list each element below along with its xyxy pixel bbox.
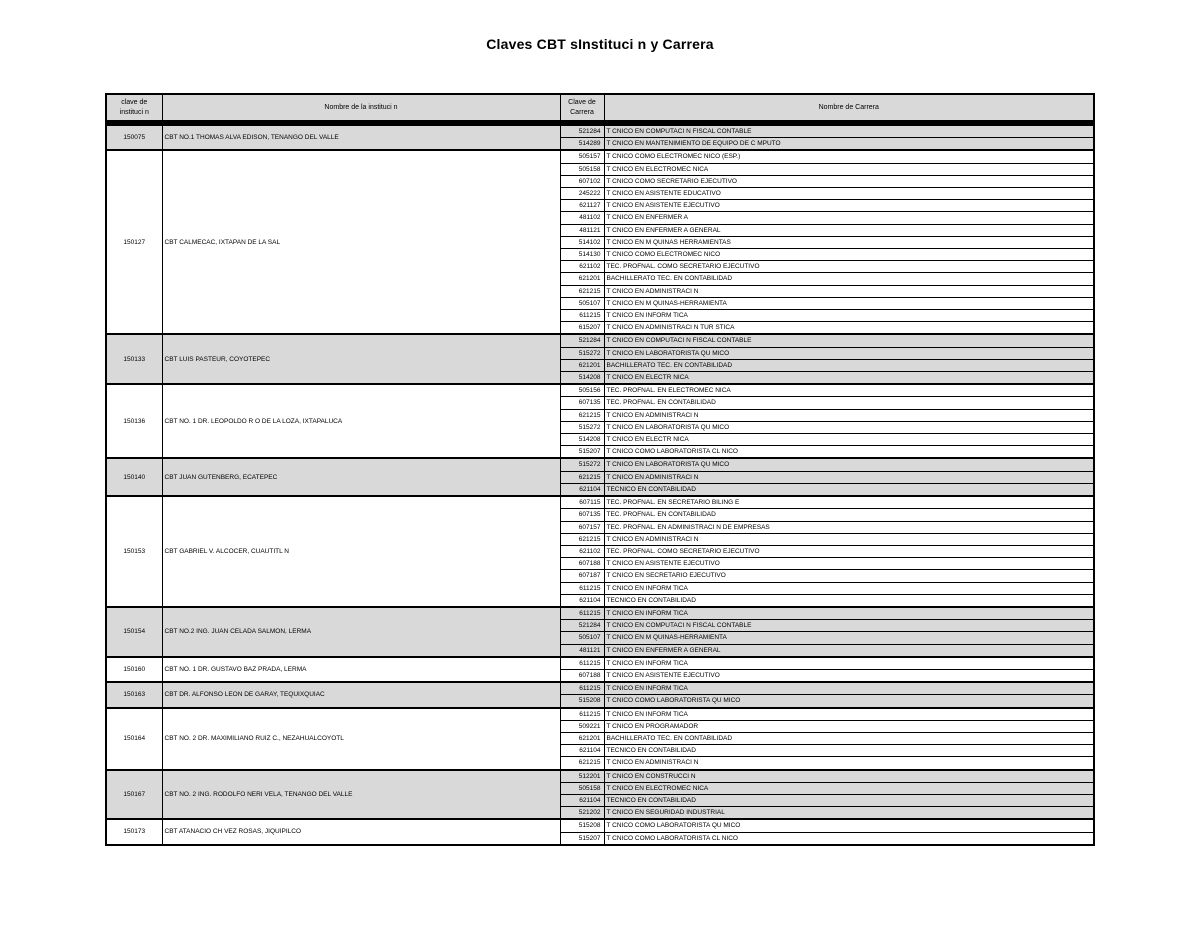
institution-name: CBT ATANACIO CH VEZ ROSAS, JIQUIPILCO	[162, 819, 560, 844]
career-code: 521284	[560, 334, 604, 347]
career-code: 521284	[560, 123, 604, 138]
career-name: T CNICO EN INFORM TICA	[604, 682, 1094, 695]
institution-name: CBT NO. 1 DR. LEOPOLDO R O DE LA LOZA, IXTAPALUCA	[162, 384, 560, 458]
career-name: BACHILLERATO TEC. EN CONTABILIDAD	[604, 732, 1094, 744]
institution-code: 150154	[106, 607, 162, 657]
career-code: 505158	[560, 782, 604, 794]
career-name: T CNICO EN ASISTENTE EJECUTIVO	[604, 558, 1094, 570]
career-name: T CNICO EN PROGRAMADOR	[604, 720, 1094, 732]
career-name: T CNICO EN ASISTENTE EDUCATIVO	[604, 188, 1094, 200]
institution-code: 150075	[106, 123, 162, 150]
career-name: TECNICO EN CONTABILIDAD	[604, 483, 1094, 496]
career-code: 514289	[560, 138, 604, 151]
career-name: TEC. PROFNAL. COMO SECRETARIO EJECUTIVO	[604, 261, 1094, 273]
career-name: T CNICO EN CONSTRUCCI N	[604, 770, 1094, 783]
career-name: T CNICO COMO LABORATORISTA CL NICO	[604, 832, 1094, 845]
career-code: 509221	[560, 720, 604, 732]
career-code: 621201	[560, 273, 604, 285]
career-code: 521202	[560, 807, 604, 820]
career-code: 607188	[560, 558, 604, 570]
table-row	[106, 770, 1094, 783]
career-name: T CNICO EN ELECTR NICA	[604, 434, 1094, 446]
career-name: T CNICO EN ADMINISTRACI N	[604, 757, 1094, 770]
career-name: TEC. PROFNAL. EN ADMINISTRACI N DE EMPRESAS	[604, 521, 1094, 533]
table-row	[106, 334, 1094, 347]
career-code: 621102	[560, 545, 604, 557]
career-name: T CNICO EN INFORM TICA	[604, 310, 1094, 322]
career-name: TEC. PROFNAL. EN CONTABILIDAD	[604, 509, 1094, 521]
institution-group	[106, 334, 1094, 384]
institution-group	[106, 384, 1094, 458]
institution-group	[106, 682, 1094, 707]
career-name: T CNICO EN SECRETARIO EJECUTIVO	[604, 570, 1094, 582]
career-name: TECNICO EN CONTABILIDAD	[604, 745, 1094, 757]
career-code: 621215	[560, 409, 604, 421]
career-name: T CNICO EN ADMINISTRACI N TUR STICA	[604, 322, 1094, 335]
career-code: 621201	[560, 359, 604, 371]
table-row	[106, 496, 1094, 509]
career-name: T CNICO EN MANTENIMIENTO DE EQUIPO DE C MPUTO	[604, 138, 1094, 151]
career-code: 515272	[560, 421, 604, 433]
cbt-table	[105, 93, 1095, 846]
career-code: 621104	[560, 483, 604, 496]
career-name: T CNICO COMO LABORATORISTA CL NICO	[604, 446, 1094, 459]
institution-code: 150127	[106, 150, 162, 334]
institution-group	[106, 150, 1094, 334]
career-name: T CNICO EN ENFERMER A GENERAL	[604, 644, 1094, 657]
header-clave-institucion: clave de instituci n	[106, 94, 162, 123]
career-code: 607188	[560, 669, 604, 682]
career-code: 611215	[560, 582, 604, 594]
career-name: T CNICO EN ENFERMER A GENERAL	[604, 224, 1094, 236]
career-name: T CNICO EN ELECTR NICA	[604, 372, 1094, 385]
career-code: 611215	[560, 607, 604, 620]
career-code: 481121	[560, 644, 604, 657]
career-code: 481102	[560, 212, 604, 224]
career-name: T CNICO EN INFORM TICA	[604, 708, 1094, 721]
career-name: T CNICO COMO SECRETARIO EJECUTIVO	[604, 175, 1094, 187]
institution-code: 150167	[106, 770, 162, 820]
career-name: TECNICO EN CONTABILIDAD	[604, 794, 1094, 806]
career-code: 621215	[560, 533, 604, 545]
career-name: T CNICO COMO LABORATORISTA QU MICO	[604, 819, 1094, 832]
career-code: 611215	[560, 682, 604, 695]
institution-name: CBT NO. 2 DR. MAXIMILIANO RUIZ C., NEZAHUALCOYOTL	[162, 708, 560, 770]
career-name: T CNICO EN ADMINISTRACI N	[604, 471, 1094, 483]
career-code: 621104	[560, 745, 604, 757]
table-row	[106, 384, 1094, 397]
career-code: 505157	[560, 150, 604, 163]
table-header-row	[106, 94, 1094, 123]
institution-code: 150164	[106, 708, 162, 770]
institution-name: CBT JUAN GUTENBERG, ECATEPEC	[162, 458, 560, 496]
institution-group	[106, 770, 1094, 820]
career-code: 607115	[560, 496, 604, 509]
institution-group	[106, 819, 1094, 844]
career-code: 607102	[560, 175, 604, 187]
career-code: 245222	[560, 188, 604, 200]
career-code: 514102	[560, 236, 604, 248]
career-code: 607135	[560, 397, 604, 409]
career-code: 514208	[560, 372, 604, 385]
career-code: 515272	[560, 458, 604, 471]
institution-code: 150160	[106, 657, 162, 682]
header-nombre-institucion: Nombre de la instituci n	[162, 94, 560, 123]
career-code: 505156	[560, 384, 604, 397]
institution-group	[106, 708, 1094, 770]
career-name: T CNICO EN M QUINAS HERRAMIENTAS	[604, 236, 1094, 248]
institution-group	[106, 657, 1094, 682]
career-code: 505107	[560, 297, 604, 309]
career-name: T CNICO EN COMPUTACI N FISCAL CONTABLE	[604, 620, 1094, 632]
career-code: 607157	[560, 521, 604, 533]
career-name: T CNICO EN LABORATORISTA QU MICO	[604, 458, 1094, 471]
career-name: T CNICO EN ADMINISTRACI N	[604, 533, 1094, 545]
institution-code: 150153	[106, 496, 162, 607]
career-code: 611215	[560, 657, 604, 670]
career-name: T CNICO EN COMPUTACI N FISCAL CONTABLE	[604, 334, 1094, 347]
career-name: T CNICO EN M QUINAS-HERRAMIENTA	[604, 297, 1094, 309]
table-row	[106, 708, 1094, 721]
career-name: T CNICO EN SEGURIDAD INDUSTRIAL	[604, 807, 1094, 820]
institution-name: CBT GABRIEL V. ALCOCER, CUAUTITL N	[162, 496, 560, 607]
career-name: TEC. PROFNAL. EN ELECTROMEC NICA	[604, 384, 1094, 397]
career-code: 515207	[560, 446, 604, 459]
institution-code: 150133	[106, 334, 162, 384]
career-name: T CNICO EN INFORM TICA	[604, 582, 1094, 594]
page-title: Claves CBT sInstituci n y Carrera	[486, 36, 714, 52]
institution-code: 150136	[106, 384, 162, 458]
career-name: T CNICO EN INFORM TICA	[604, 607, 1094, 620]
career-code: 505107	[560, 632, 604, 644]
career-code: 611215	[560, 310, 604, 322]
career-code: 611215	[560, 708, 604, 721]
career-name: T CNICO EN INFORM TICA	[604, 657, 1094, 670]
career-name: T CNICO EN ASISTENTE EJECUTIVO	[604, 669, 1094, 682]
career-name: TEC. PROFNAL. EN CONTABILIDAD	[604, 397, 1094, 409]
career-name: TEC. PROFNAL. COMO SECRETARIO EJECUTIVO	[604, 545, 1094, 557]
institution-group	[106, 458, 1094, 496]
career-code: 515208	[560, 695, 604, 708]
institution-name: CBT NO. 1 DR. GUSTAVO BAZ PRADA, LERMA	[162, 657, 560, 682]
career-name: T CNICO EN M QUINAS-HERRAMIENTA	[604, 632, 1094, 644]
institution-name: CBT NO.2 ING. JUAN CELADA SALMON, LERMA	[162, 607, 560, 657]
institution-name: CBT NO.1 THOMAS ALVA EDISON, TENANGO DEL VALLE	[162, 123, 560, 150]
career-code: 514208	[560, 434, 604, 446]
institution-name: CBT NO. 2 ING. RODOLFO NERI VELA, TENANGO DEL VALLE	[162, 770, 560, 820]
table-row	[106, 150, 1094, 163]
institution-name: CBT DR. ALFONSO LEON DE GARAY, TEQUIXQUIAC	[162, 682, 560, 707]
career-name: T CNICO EN ELECTROMEC NICA	[604, 782, 1094, 794]
career-name: TEC. PROFNAL. EN SECRETARIO BILING E	[604, 496, 1094, 509]
career-code: 515208	[560, 819, 604, 832]
career-name: BACHILLERATO TEC. EN CONTABILIDAD	[604, 359, 1094, 371]
career-code: 505158	[560, 163, 604, 175]
career-code: 514130	[560, 249, 604, 261]
career-code: 621215	[560, 471, 604, 483]
career-code: 607187	[560, 570, 604, 582]
career-code: 607135	[560, 509, 604, 521]
career-name: T CNICO EN ELECTROMEC NICA	[604, 163, 1094, 175]
career-name: T CNICO EN ASISTENTE EJECUTIVO	[604, 200, 1094, 212]
table-row	[106, 123, 1094, 138]
career-name: T CNICO EN LABORATORISTA QU MICO	[604, 421, 1094, 433]
career-code: 621201	[560, 732, 604, 744]
career-code: 621104	[560, 594, 604, 607]
table-row	[106, 819, 1094, 832]
institution-code: 150173	[106, 819, 162, 844]
table-row	[106, 682, 1094, 695]
career-code: 521284	[560, 620, 604, 632]
table-row	[106, 657, 1094, 670]
institution-group	[106, 607, 1094, 657]
career-code: 621102	[560, 261, 604, 273]
career-name: T CNICO EN ADMINISTRACI N	[604, 285, 1094, 297]
header-clave-carrera: Clave de Carrera	[560, 94, 604, 123]
career-code: 615207	[560, 322, 604, 335]
institution-name: CBT CALMECAC, IXTAPAN DE LA SAL	[162, 150, 560, 334]
career-name: TECNICO EN CONTABILIDAD	[604, 594, 1094, 607]
career-name: T CNICO EN LABORATORISTA QU MICO	[604, 347, 1094, 359]
career-name: T CNICO COMO LABORATORISTA QU MICO	[604, 695, 1094, 708]
career-code: 621127	[560, 200, 604, 212]
career-code: 621215	[560, 285, 604, 297]
institution-code: 150163	[106, 682, 162, 707]
career-name: BACHILLERATO TEC. EN CONTABILIDAD	[604, 273, 1094, 285]
institution-name: CBT LUIS PASTEUR, COYOTEPEC	[162, 334, 560, 384]
career-code: 481121	[560, 224, 604, 236]
institution-code: 150140	[106, 458, 162, 496]
table-row	[106, 607, 1094, 620]
institution-group	[106, 496, 1094, 607]
career-code: 621104	[560, 794, 604, 806]
career-name: T CNICO EN ENFERMER A	[604, 212, 1094, 224]
career-name: T CNICO COMO ELECTROMEC NICO	[604, 249, 1094, 261]
institution-group	[106, 123, 1094, 150]
header-nombre-carrera: Nombre de Carrera	[604, 94, 1094, 123]
career-name: T CNICO EN COMPUTACI N FISCAL CONTABLE	[604, 123, 1094, 138]
career-code: 515272	[560, 347, 604, 359]
career-name: T CNICO COMO ELECTROMEC NICO (ESP.)	[604, 150, 1094, 163]
career-name: T CNICO EN ADMINISTRACI N	[604, 409, 1094, 421]
career-code: 512201	[560, 770, 604, 783]
career-code: 621215	[560, 757, 604, 770]
career-code: 515207	[560, 832, 604, 845]
table-row	[106, 458, 1094, 471]
